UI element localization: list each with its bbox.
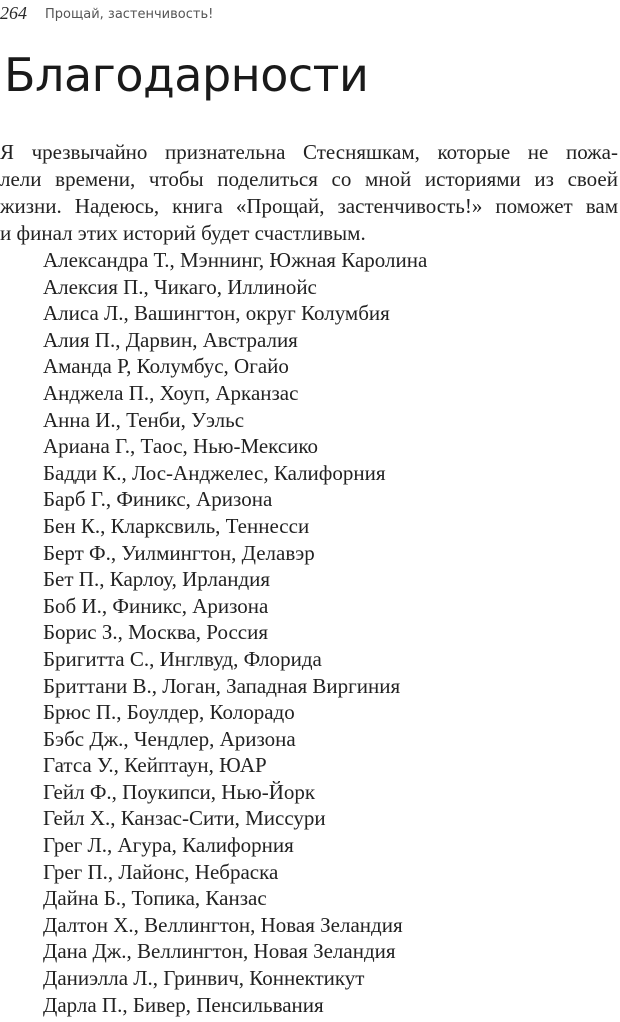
acknowledgement-list: [0, 247, 618, 1018]
acknowledgement-item: Даниэлла Л., Гринвич, Коннектикут: [43, 966, 365, 991]
acknowledgement-item: Бэбс Дж., Чендлер, Аризона: [43, 726, 296, 751]
acknowledgement-item: Бет П., Карлоу, Ирландия: [43, 567, 271, 592]
acknowledgement-item: Боб И., Финикс, Аризона: [43, 593, 269, 618]
acknowledgement-item: Бриттани В., Логан, Западная Виргиния: [43, 673, 401, 698]
intro-paragraph: [0, 139, 618, 247]
acknowledgement-item: Берт Ф., Уилмингтон, Делавэр: [43, 540, 315, 565]
chapter-title: Благодарности: [4, 48, 369, 102]
acknowledgement-item: Ариана Г., Таос, Нью-Мексико: [43, 434, 319, 459]
page-body: [0, 139, 618, 1018]
acknowledgement-item: Алексия П., Чикаго, Иллинойс: [43, 274, 317, 299]
intro-line: лели времени, чтобы поделиться со мной историями из своей: [0, 167, 618, 191]
acknowledgement-item: Борис З., Москва, Россия: [43, 620, 269, 645]
intro-line: и финал этих историй будет счастливым.: [0, 221, 366, 245]
acknowledgement-item: Александра Т., Мэннинг, Южная Каролина: [43, 248, 428, 272]
acknowledgement-item: Грег Л., Агура, Калифорния: [43, 833, 294, 858]
acknowledgement-item: Алиса Л., Вашингтон, округ Колумбия: [43, 301, 390, 326]
acknowledgement-item: Дарла П., Бивер, Пенсильвания: [43, 992, 324, 1017]
acknowledgement-item: Аманда Р, Колумбус, Огайо: [43, 354, 289, 379]
acknowledgement-item: Гейл Х., Канзас-Сити, Миссури: [43, 806, 326, 831]
acknowledgement-item: Бен К., Кларксвиль, Теннесси: [43, 513, 310, 538]
acknowledgement-item: Бригитта С., Инглвуд, Флорида: [43, 646, 322, 671]
page-number: 264: [0, 3, 27, 23]
acknowledgement-item: Бадди К., Лос-Анджелес, Калифорния: [43, 460, 386, 485]
acknowledgement-item: Гатса У., Кейптаун, ЮАР: [43, 753, 267, 778]
acknowledgement-item: Анджела П., Хоуп, Арканзас: [43, 380, 299, 405]
acknowledgement-item: Дайна Б., Топика, Канзас: [43, 886, 267, 911]
acknowledgement-item: Дана Дж., Веллингтон, Новая Зеландия: [43, 939, 396, 964]
acknowledgement-item: Барб Г., Финикс, Аризона: [43, 487, 273, 512]
acknowledgement-item: Далтон Х., Веллингтон, Новая Зеландия: [43, 912, 403, 937]
acknowledgement-item: Грег П., Лайонс, Небраска: [43, 859, 279, 884]
intro-line: Я чрезвычайно признательна Стесняшкам, которые не пожа-: [0, 140, 618, 164]
acknowledgement-item: Брюс П., Боулдер, Колорадо: [43, 700, 295, 725]
running-title: Прощай, застенчивость!: [45, 7, 214, 22]
acknowledgement-item: Анна И., Тенби, Уэльс: [43, 407, 245, 432]
intro-line: жизни. Надеюсь, книга «Прощай, застенчивость!» поможет вам: [0, 194, 618, 218]
running-header: [0, 3, 213, 25]
acknowledgement-item: Гейл Ф., Поукипси, Нью-Йорк: [43, 779, 316, 804]
acknowledgement-item: Алия П., Дарвин, Австралия: [43, 327, 298, 352]
